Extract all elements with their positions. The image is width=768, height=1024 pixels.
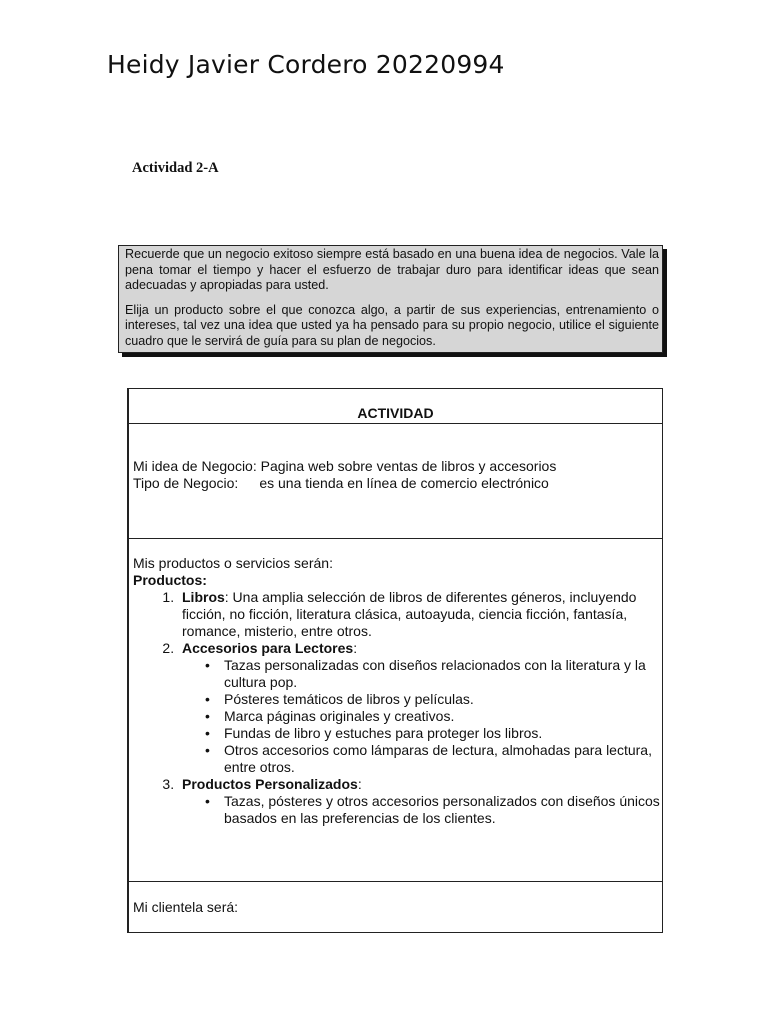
list-item: • Fundas de libro y estuches para proteger los libros. — [224, 725, 662, 742]
list-item: • Tazas, pósteres y otros accesorios personalizados con diseños únicos basados en las preferencias de los clientes. — [224, 793, 662, 827]
products-heading: Productos: — [133, 572, 207, 588]
author-heading: Heidy Javier Cordero 20220994 — [107, 50, 505, 79]
table-title: ACTIVIDAD — [357, 405, 434, 421]
instructions-paragraph-1: Recuerde que un negocio exitoso siempre está basado en una buena idea de negocios. Vale la pena tomar el tiempo y hacer el esfuerzo de trabajar duro para identificar ideas que sean adecuadas y apropiadas para usted. — [125, 247, 659, 292]
activity-table — [127, 388, 663, 933]
instructions-paragraph-2: Elija un producto sobre el que conozca algo, a partir de sus experiencias, entrenamiento o intereses, tal vez una idea que usted ya ha pensado para su propio negocio, utilice el siguiente cuadro que le servirá de guía para su plan de negocios. — [125, 302, 659, 348]
list-item: • Otros accesorios como lámparas de lectura, almohadas para lectura, entre otros. — [224, 742, 662, 776]
list-item: • Marca páginas originales y creativos. — [224, 708, 662, 725]
products-row — [129, 539, 662, 882]
list-item: 2. Accesorios para Lectores: • Tazas personalizadas con diseños relacionados con la literatura y la cultura pop. • Pósteres temáticos de libros y películas. • Marca páginas originales y creativos. • Fundas de libro y estuches para proteger los libros. • Otros accesorios como lámparas de lectura, almohadas para lectura, entre otros. — [178, 640, 662, 776]
clients-row — [129, 882, 662, 932]
table-title-row — [129, 389, 662, 424]
business-idea-line: Mi idea de Negocio: Pagina web sobre ventas de libros y accesorios — [133, 458, 557, 474]
clients-label: Mi clientela será: — [133, 899, 239, 915]
business-idea-row — [129, 424, 662, 539]
product-text-books: : Una amplia selección de libros de diferentes géneros, incluyendo ficción, no ficción, literatura clásica, autoayuda, ciencia ficción, fantasía, romance, misterio, entre otros. — [182, 589, 637, 639]
product-title-custom: Productos Personalizados — [182, 776, 358, 792]
products-intro: Mis productos o servicios serán: — [133, 555, 333, 571]
business-type-value: es una tienda en línea de comercio electrónico — [259, 475, 549, 491]
business-type-line — [133, 475, 662, 492]
custom-products-list — [182, 793, 662, 827]
products-list — [133, 589, 662, 827]
instructions-box — [118, 245, 663, 353]
list-item — [178, 589, 662, 640]
list-item: • Pósteres temáticos de libros y películas. — [224, 691, 662, 708]
activity-title: Actividad 2-A — [132, 160, 219, 176]
business-type-label: Tipo de Negocio: — [133, 475, 239, 491]
list-item: 3. Productos Personalizados: • Tazas, pósteres y otros accesorios personalizados con diseños únicos basados en las preferencias de los clientes. — [178, 776, 662, 827]
product-title-books: Libros — [182, 589, 225, 605]
accessories-list — [182, 657, 662, 776]
list-item: • Tazas personalizadas con diseños relacionados con la literatura y la cultura pop. — [224, 657, 662, 691]
product-title-accessories: Accesorios para Lectores — [182, 640, 354, 656]
